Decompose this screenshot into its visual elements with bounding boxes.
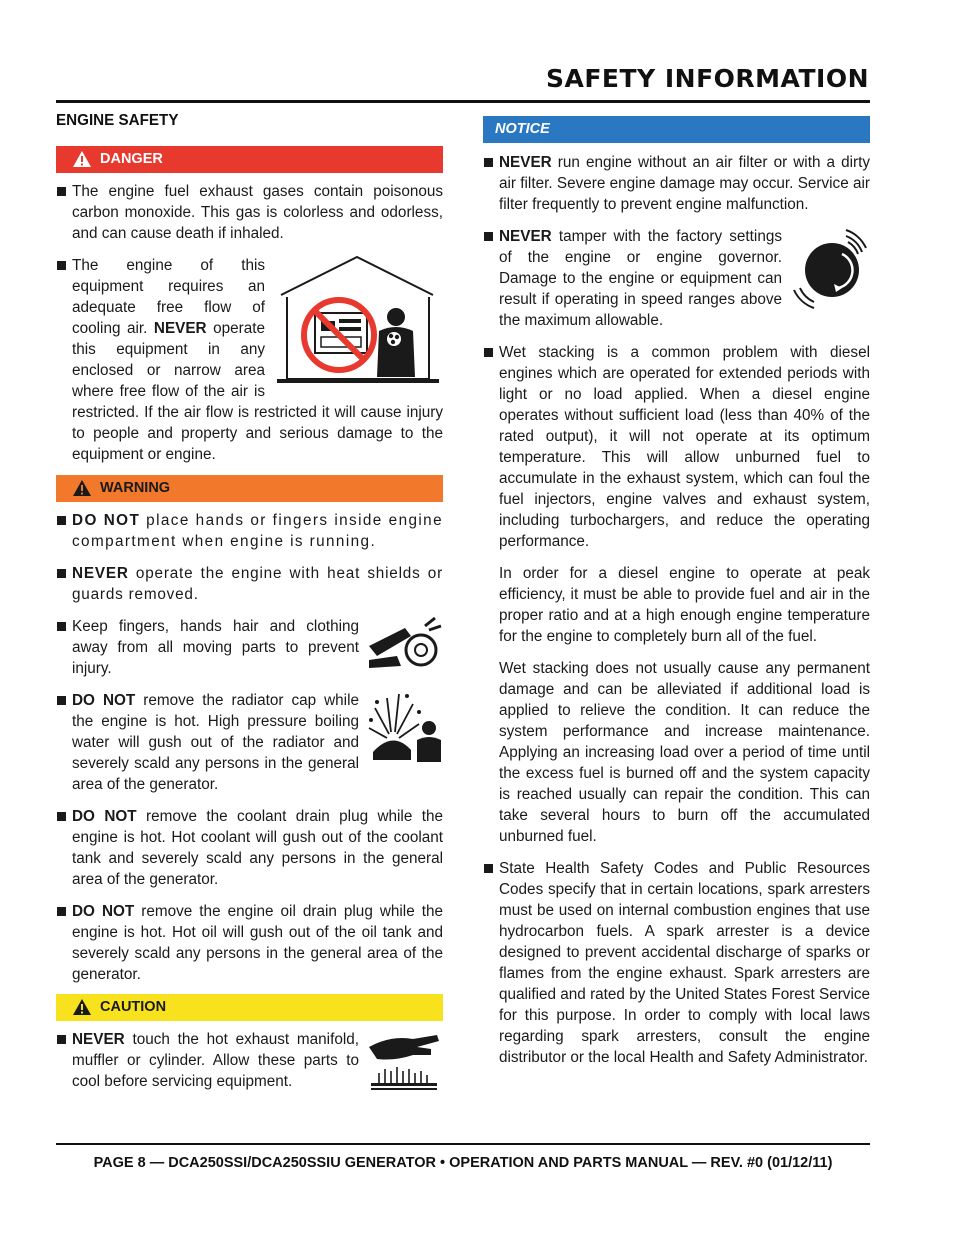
page-title: SAFETY INFORMATION [546,64,869,93]
item-text: remove the engine oil drain plug while the engine is hot. Hot oil will gush out of the oil tank and severely scald any persons in the general area of the generator. [72,903,443,983]
warning-triangle-icon [72,998,92,1016]
item-text: operate the engine with heat shields or guards removed. [72,565,443,603]
list-item [56,181,443,244]
enclosed-space-prohibited-icon [273,255,443,389]
item-text: The engine of this equipment requires an adequate free flow of cooling air. [72,257,265,337]
hot-liquid-spray-icon [367,690,443,764]
bullet-icon [57,1035,66,1044]
item-emphasis: NEVER [499,154,552,171]
list-item [483,226,870,331]
item-emphasis: NEVER [499,228,552,245]
danger-banner [56,146,443,173]
bullet-icon [57,187,66,196]
left-column [56,112,443,1103]
list-item [483,342,870,552]
item-text: operate this equipment in any enclosed or narrow area where free flow of the air is restricted. If the air flow is restricted it will cause injury to people and property and serious damage to the equipment or engine. [72,320,443,463]
paragraph: Wet stacking does not usually cause any permanent damage and can be alleviated if additional load is applied to relieve the condition. It can reduce the system performance and increase maintenance. Applying an increasing load over a period of time until the excess fuel is burned off and the system capacity is reached usually can repair the condition. This can take several hours to burn off the accumulated unburned fuel. [499,660,870,845]
bullet-icon [57,696,66,705]
item-emphasis: DO NOT [72,512,141,529]
caution-label: CAUTION [100,999,167,1015]
danger-label: DANGER [100,151,163,167]
item-text: State Health Safety Codes and Public Resources Codes specify that in certain locations, spark arresters must be used on internal combustion engines that use hydrocarbon fuels. A spark arrester is a device designed to prevent accidental discharge of sparks or flames from the engine exhaust. Spark arresters are qualified and rated by the United States Forest Service for this purpose. In order to comply with local laws regarding spark arresters, consult the engine distributor or the local Health and Safety Administrator. [499,860,870,1066]
item-text: remove the radiator cap while the engine is hot. High pressure boiling water will gush out of the radiator and severely scald any persons in the general area of the generator. [72,692,359,793]
item-text: remove the coolant drain plug while the engine is hot. Hot coolant will gush out of the coolant tank and severely scald any persons in the general area of the generator. [72,808,443,888]
item-text: Keep fingers, hands hair and clothing away from all moving parts to prevent injury. [72,618,359,677]
item-emphasis: DO NOT [72,692,136,709]
item-emphasis: NEVER [72,565,129,582]
list-item [56,806,443,890]
bullet-icon [57,622,66,631]
list-item [56,901,443,985]
list-item [56,1029,443,1092]
item-emphasis: NEVER [72,1031,125,1048]
engine-speed-dial-icon [790,226,870,312]
bullet-icon [57,516,66,525]
page-footer: PAGE 8 — DCA250SSI/DCA250SSIU GENERATOR • OPERATION AND PARTS MANUAL — REV. #0 (01/12/11) [93,1155,833,1171]
warning-banner [56,475,443,502]
entanglement-hazard-icon [367,616,443,668]
list-item [56,510,443,552]
bullet-icon [57,569,66,578]
footer-rule [56,1143,870,1145]
notice-banner [483,116,870,143]
warning-triangle-icon [72,150,92,168]
list-item [56,563,443,605]
item-emphasis: NEVER [153,320,207,337]
bullet-icon [57,907,66,916]
item-text: run engine without an air filter or with a dirty air filter. Severe engine damage may occur. Service air filter frequently to prevent engine malfunction. [499,154,870,213]
bullet-icon [57,812,66,821]
item-emphasis: DO NOT [72,808,137,825]
bullet-icon [57,261,66,270]
section-heading: ENGINE SAFETY [56,112,179,129]
list-item [483,152,870,215]
bullet-icon [484,864,493,873]
list-item [56,690,443,795]
list-item [56,616,443,679]
item-text: touch the hot exhaust manifold, muffler or cylinder. Allow these parts to cool before servicing equipment. [72,1031,359,1090]
item-text: place hands or fingers inside engine compartment when engine is running. [72,512,444,550]
warning-label: WARNING [100,480,171,496]
item-emphasis: DO NOT [72,903,135,920]
list-item [483,858,870,1068]
right-column [483,116,870,1079]
hot-surface-icon [367,1029,443,1091]
notice-label: NOTICE [495,121,550,137]
bullet-icon [484,232,493,241]
paragraph: In order for a diesel engine to operate at peak efficiency, it must be able to provide fuel and air in the proper ratio and at a high enough engine temperature for the engine to completely burn all of the fuel. [499,565,870,645]
caution-banner [56,994,443,1021]
warning-triangle-icon [72,479,92,497]
bullet-icon [484,348,493,357]
bullet-icon [484,158,493,167]
list-item [56,255,443,465]
title-rule [56,100,870,103]
item-text: tamper with the factory settings of the engine or engine governor. Damage to the engine or equipment can result if operating in speed ranges above the maximum allowable. [499,228,782,329]
item-text: The engine fuel exhaust gases contain poisonous carbon monoxide. This gas is colorless and odorless, and can cause death if inhaled. [72,183,443,242]
item-text: Wet stacking is a common problem with diesel engines which are operated for extended periods with light or no load applied. When a diesel engine operates without sufficient load (less than 40% of the rated output), it will not operate at its optimum temperature. This will allow unburned fuel to accumulate in the exhaust system, which can foul the fuel injectors, engine valves and exhaust system, including turbochargers, and reduce the operating performance. [499,344,870,550]
